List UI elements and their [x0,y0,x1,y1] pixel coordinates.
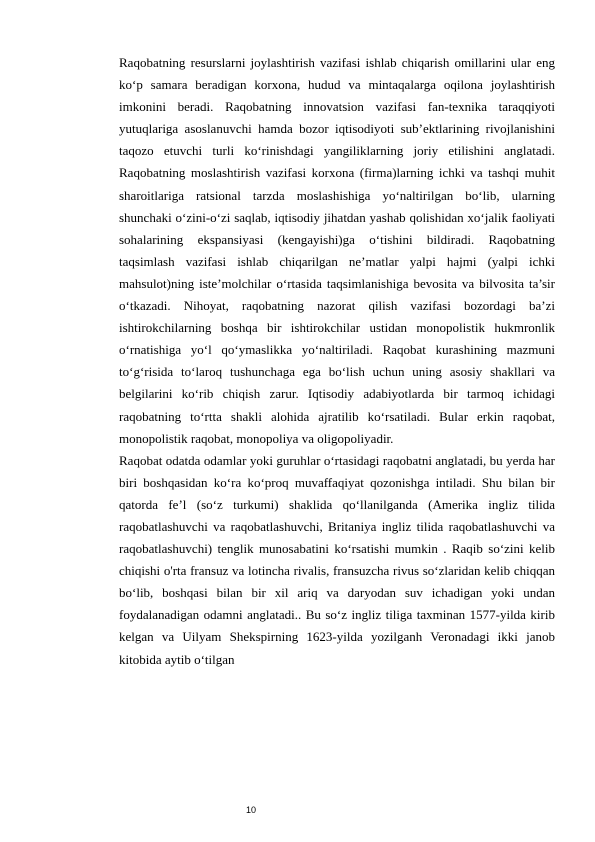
page-number: 10 [246,805,257,815]
paragraph-2: Raqobat odatda odamlar yoki guruhlar o‘rtasidagi raqobatni anglatadi, bu yerda har biri boshqasidan ko‘ra ko‘proq muvaffaqiyat qozonishga intiladi. Shu bilan bir qatorda fe’l (so‘z turkumi) shaklida qo‘llanilganda (Amerika ingliz tilida raqobatlashuvchi va raqobatlashuvchi, Britaniya ingliz tilida raqobatlashuvchi va raqobatlashuvchi) tenglik munosabatini ko‘rsatishi mumkin . Raqib so‘zini kelib chiqishi o'rta fransuz va lotincha rivalis, fransuzcha rivus so‘zlaridan kelib chiqqan bo‘lib, boshqasi bilan bir xil ariq va daryodan suv ichadigan yoki undan foydalanadigan odamni anglatadi.. Bu so‘z ingliz tiliga taxminan 1577-yilda kirib kelgan va Uilyam Shekspirning 1623-yilda yozilganh Veronadagi ikki janob kitobida aytib o‘tilgan [119,452,555,667]
body-text [119,52,555,671]
paragraph-1: Raqobatning resurslarni joylashtirish vazifasi ishlab chiqarish omillarini ular eng ko‘p samara beradigan korxona, hudud va mintaqalarga oqilona joylashtirish imkonini beradi. Raqobatning innovatsion vazifasi fan-texnika taraqqiyoti yutuqlariga asoslanuvchi hamda bozor iqtisodiyoti sub’ektlarining rivojlanishini taqozo etuvchi turli ko‘rinishdagi yangiliklarning joriy etilishini anglatadi. Raqobatning moslashtirish vazifasi korxona (firma)larning ichki va tashqi muhit sharoitlariga ratsional tarzda moslashishiga yo‘naltirilgan bo‘lib, ularning shunchaki o‘zini-o‘zi saqlab, iqtisodiy jihatdan yashab qolishidan xo‘jalik faoliyati sohalarining ekspansiyasi (kengayishi)ga o‘tishini bildiradi. Raqobatning taqsimlash vazifasi ishlab chiqarilgan ne’matlar yalpi hajmi (yalpi ichki mahsulot)ning iste’molchilar o‘rtasida taqsimlanishiga bevosita va bilvosita ta’sir o‘tkazadi. Nihoyat, raqobatning nazorat qilish vazifasi bozordagi ba’zi ishtirokchilarning boshqa bir ishtirokchilar ustidan monopolistik hukmronlik o‘rnatishiga yo‘l qo‘ymaslikka yo‘naltiriladi. Raqobat kurashining mazmuni to‘g‘risida to‘laroq tushunchaga ega bo‘lish uchun uning asosiy shakllari va belgilarini ko‘rib chiqish zarur. Iqtisodiy adabiyotlarda bir tarmoq ichidagi raqobatning to‘rtta shakli alohida ajratilib ko‘rsatiladi. Bular erkin raqobat, monopolistik raqobat, monopoliya va oligopoliyadir. [119,55,555,446]
